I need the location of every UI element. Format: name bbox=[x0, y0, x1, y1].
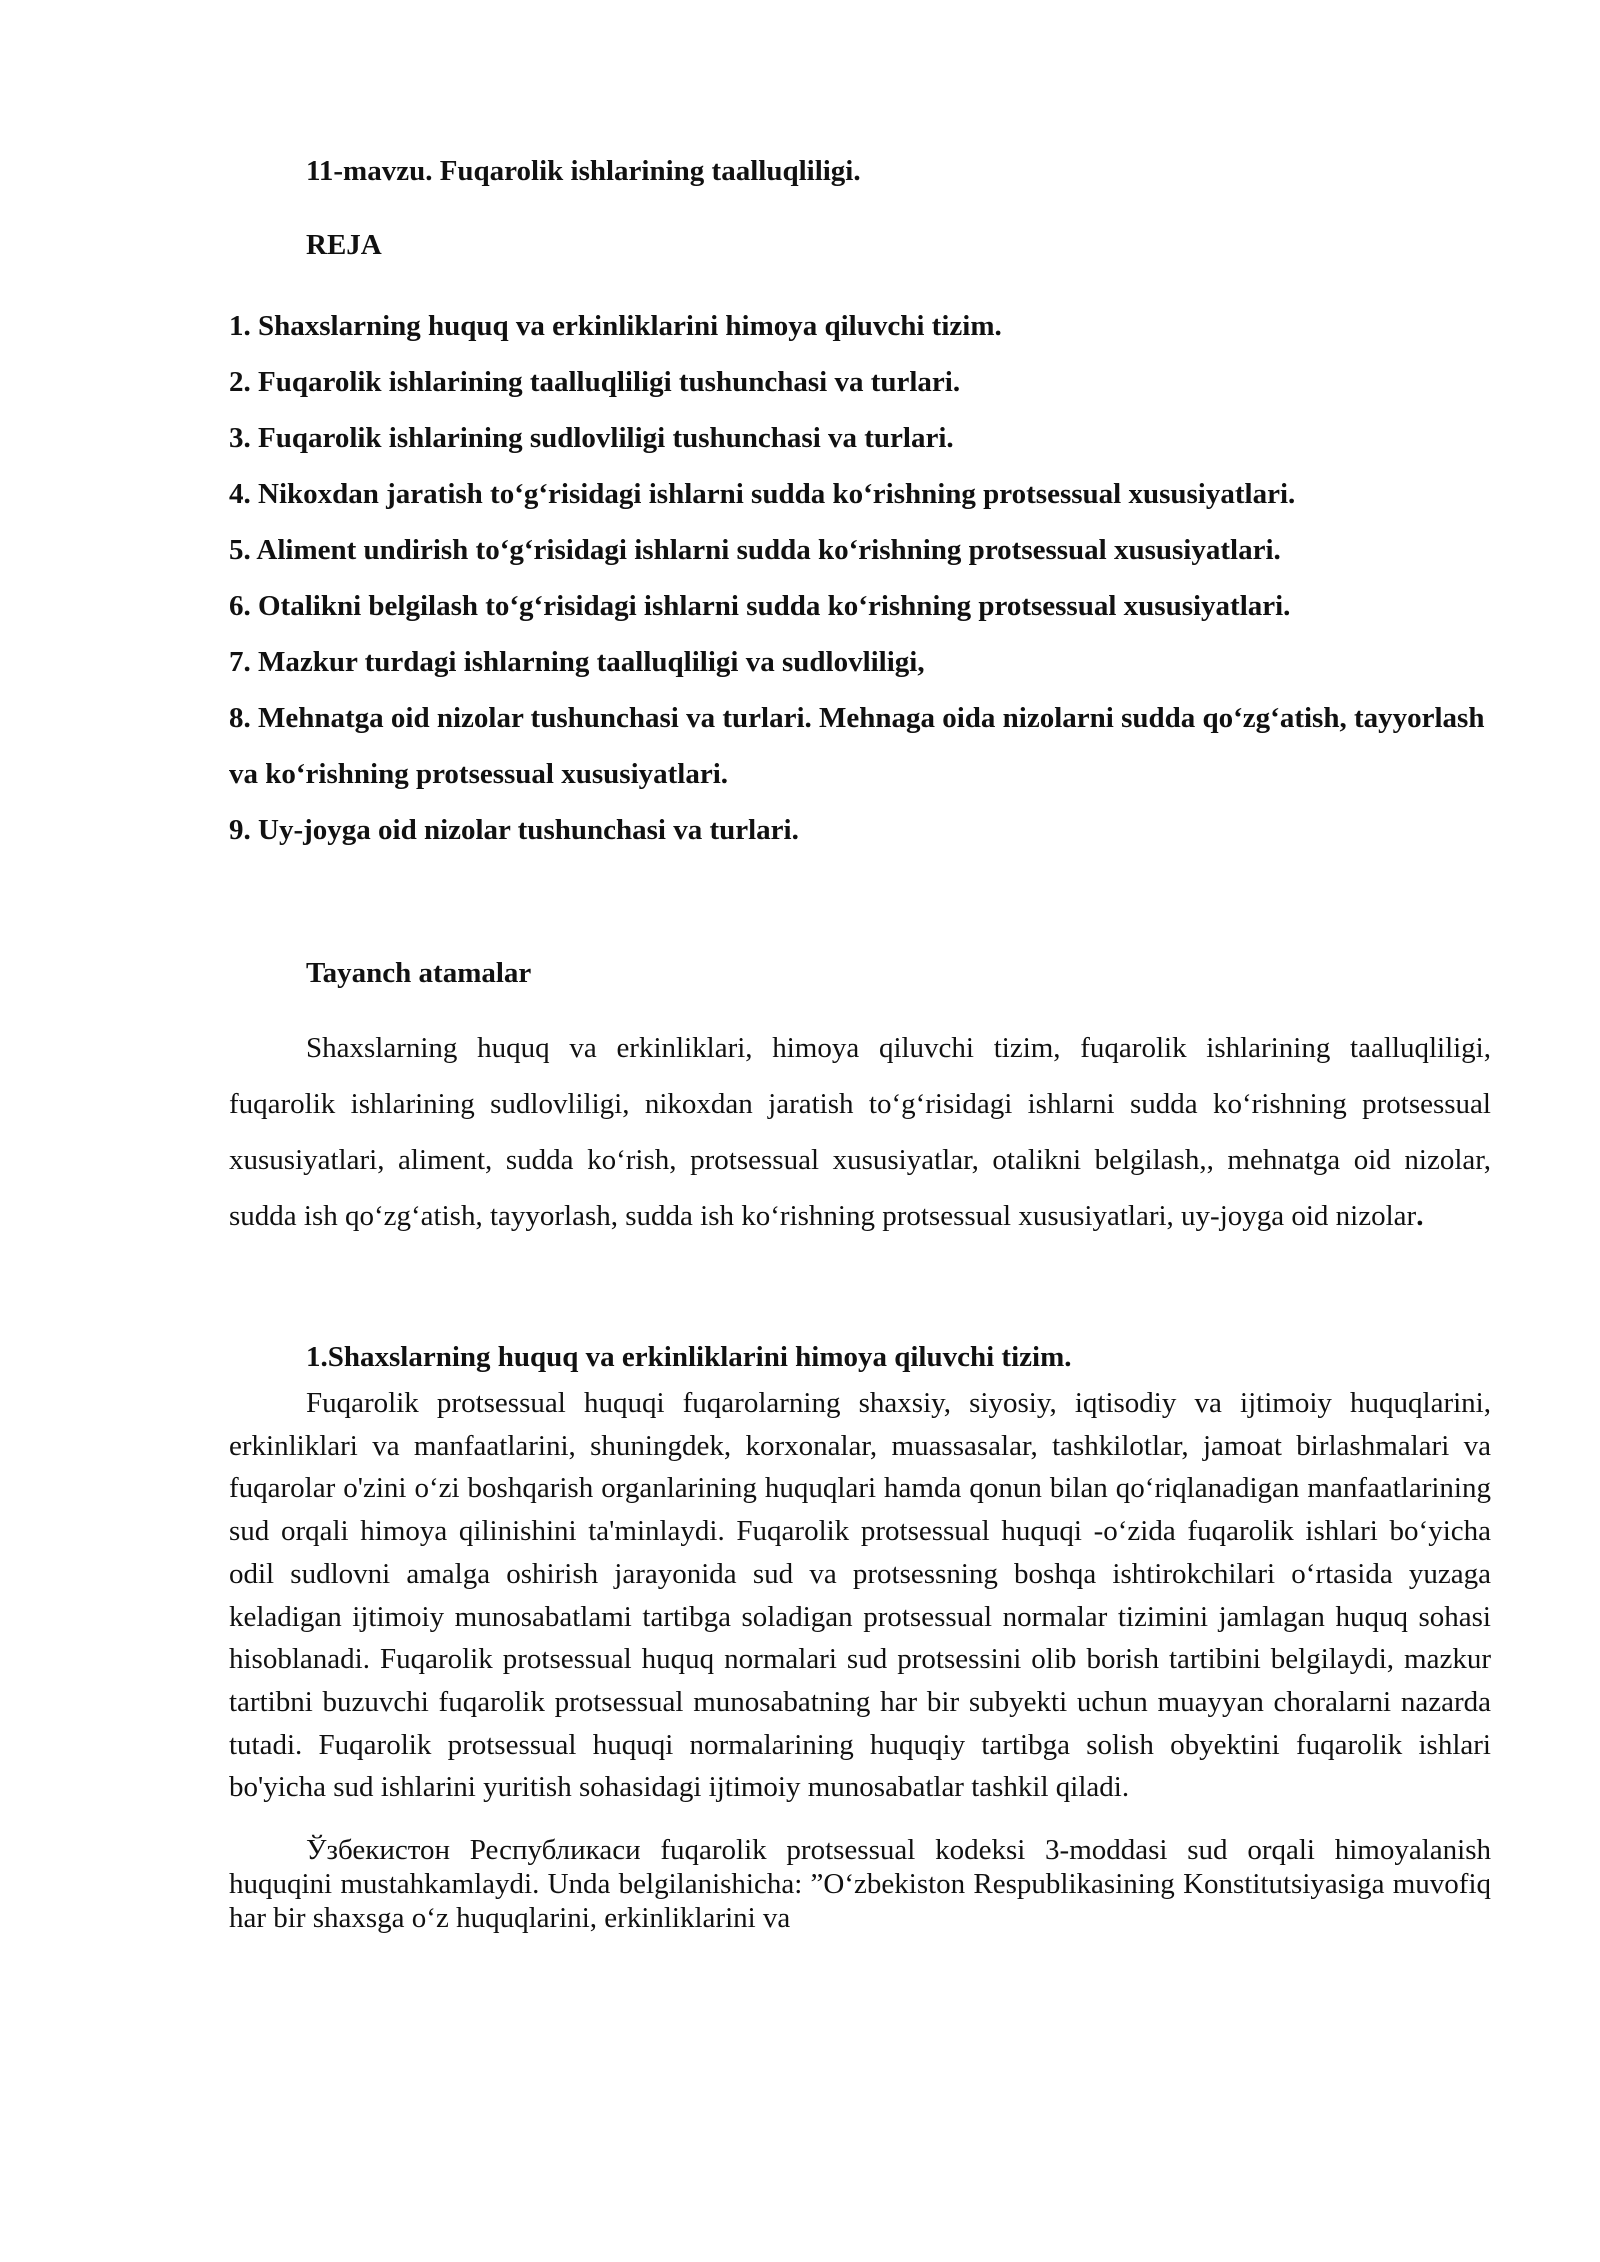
plan-item: 8. Mehnatga oid nizolar tushunchasi va turlari. Mehnaga oida nizolarni sudda qo‘zg‘atish, tayyorlash va ko‘rishning protsessual xususiyatlari. bbox=[229, 702, 1485, 790]
keywords-heading: Tayanch atamalar bbox=[306, 957, 532, 989]
plan-item: 9. Uy-joyga oid nizolar tushunchasi va turlari. bbox=[229, 814, 799, 846]
body-paragraph: Ўзбекистон Республикаси fuqarolik protsessual kodeksi 3-moddasi sud orqali himoyalanish huquqini mustahkamlaydi. Unda belgilanishicha: ”O‘zbekiston Respublikasining Konstitutsiyasiga muvofiq har bir shaxsga o‘z huquqlarini, erkinliklarini va bbox=[229, 1834, 1491, 1935]
document-content bbox=[229, 150, 1491, 1935]
plan-item: 7. Mazkur turdagi ishlarning taalluqliligi va sudlovliligi, bbox=[229, 646, 925, 678]
section-heading: 1.Shaxslarning huquq va erkinliklarini himoya qiluvchi tizim. bbox=[306, 1341, 1072, 1373]
body-paragraph: Fuqarolik protsessual huquqi fuqarolarning shaxsiy, siyosiy, iqtisodiy va ijtimoiy huquqlarini, erkinliklari va manfaatlarini, shuningdek, korxonalar, muassasalar, tashkilotlar, jamoat birlashmalari va fuqarolar o'zini o‘zi boshqarish organlarining huquqlari hamda qonun bilan qo‘riqlanadigan manfaatlarining sud orqali himoya qilinishini ta'minlaydi. Fuqarolik protsessual huquqi -o‘zida fuqarolik ishlari bo‘yicha odil sudlovni amalga oshirish jarayonida sud va protsessning boshqa ishtirokchilari o‘rtasida yuzaga keladigan ijtimoiy munosabatlami tartibga soladigan protsessual normalar tizimini jamlagan huquq sohasi hisoblanadi. Fuqarolik protsessual huquq normalari sud protsessini olib borish tartibini belgilaydi, mazkur tartibni buzuvchi fuqarolik protsessual munosabatning har bir subyekti uchun muayyan choralarni nazarda tutadi. Fuqarolik protsessual huquqi normalarining huquqiy tartibga solish obyektini fuqarolik ishlari bo'yicha sud ishlarini yuritish sohasidagi ijtimoiy munosabatlar tashkil qiladi. bbox=[229, 1387, 1491, 1804]
plan-item: 6. Otalikni belgilash to‘g‘risidagi ishlarni sudda ko‘rishning protsessual xususiyatlari. bbox=[229, 590, 1291, 622]
keywords-text: Shaxslarning huquq va erkinliklari, himoya qiluvchi tizim, fuqarolik ishlarining taalluqliligi, fuqarolik ishlarining sudlovliligi, nikoxdan jaratish to‘g‘risidagi ishlarni sudda ko‘rishning protsessual xususiyatlari, aliment, sudda ko‘rish, protsessual xususiyatlar, otalikni belgilash,, mehnatga oid nizolar, sudda ish qo‘zg‘atish, tayyorlash, sudda ish ko‘rishning protsessual xususiyatlari, uy-joyga oid nizolar bbox=[229, 1032, 1491, 1232]
plan-item: 5. Aliment undirish to‘g‘risidagi ishlarni sudda ko‘rishning protsessual xususiyatlari. bbox=[229, 534, 1281, 566]
plan-item: 3. Fuqarolik ishlarining sudlovliligi tushunchasi va turlari. bbox=[229, 422, 954, 454]
plan-item: 1. Shaxslarning huquq va erkinliklarini himoya qiluvchi tizim. bbox=[229, 310, 1002, 342]
document-title: 11-mavzu. Fuqarolik ishlarining taalluqliligi. bbox=[306, 155, 861, 187]
keywords-paragraph bbox=[229, 1020, 1491, 1244]
plan-list bbox=[229, 298, 1491, 858]
plan-item: 4. Nikoxdan jaratish to‘g‘risidagi ishlarni sudda ko‘rishning protsessual xususiyatlari. bbox=[229, 478, 1296, 510]
plan-item: 2. Fuqarolik ishlarining taalluqliligi tushunchasi va turlari. bbox=[229, 366, 961, 398]
plan-heading: REJA bbox=[306, 229, 382, 261]
keywords-end-mark: . bbox=[1416, 1200, 1424, 1232]
